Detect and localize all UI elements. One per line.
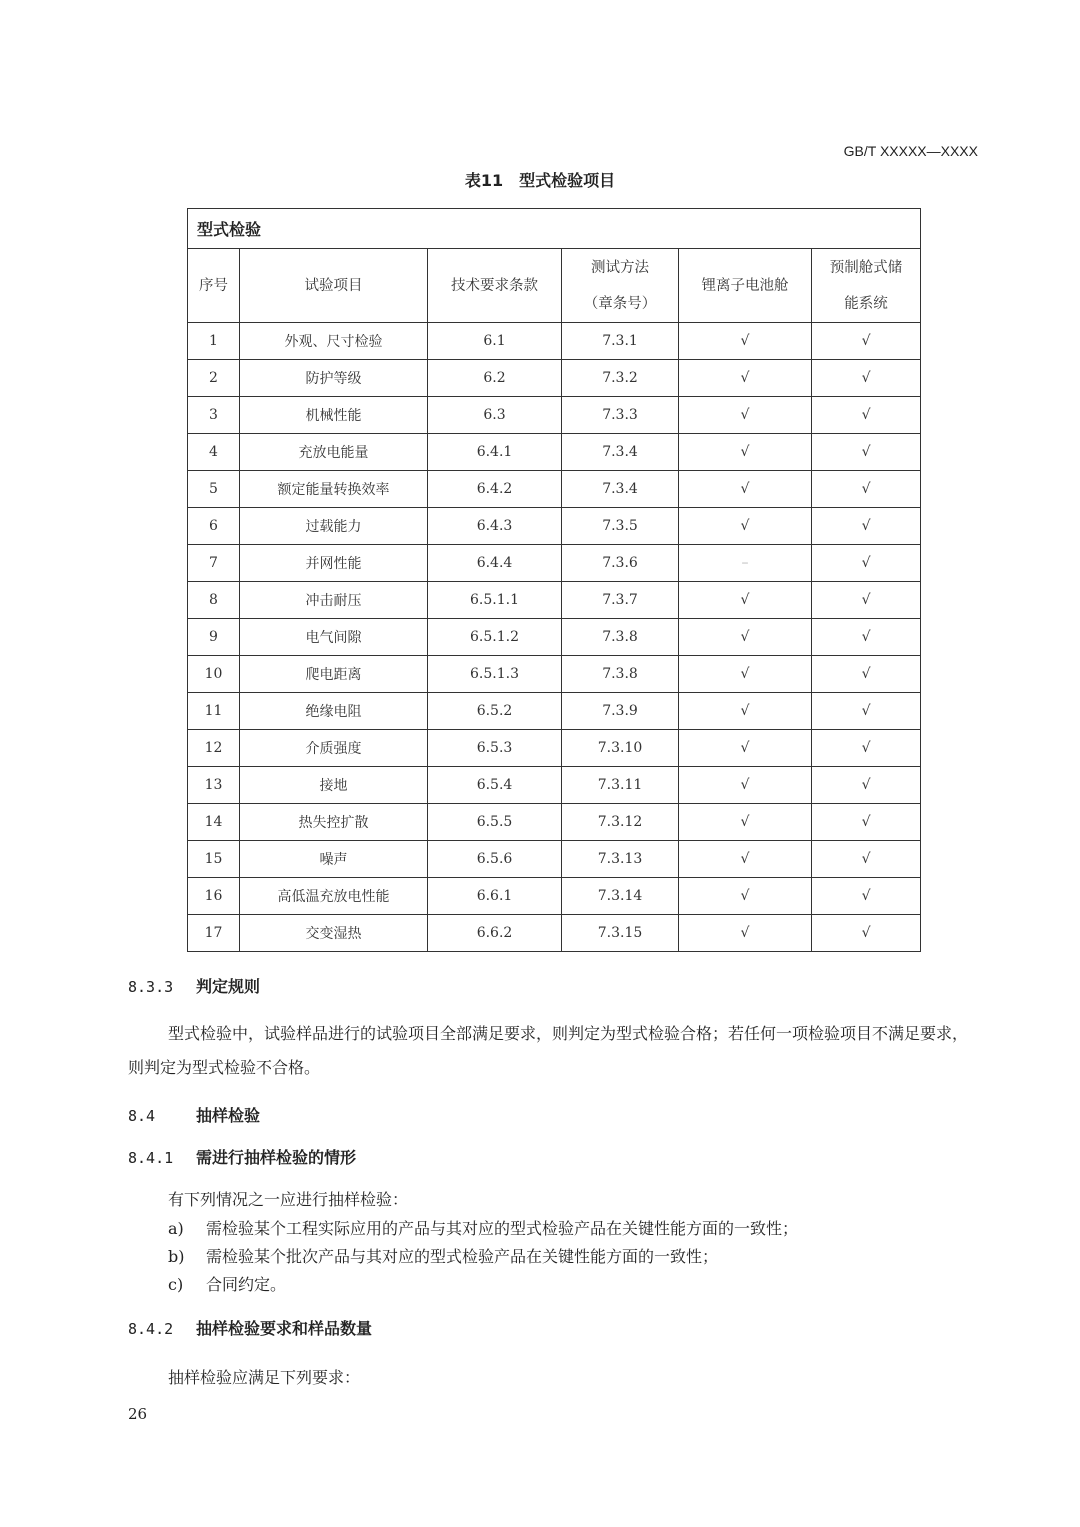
battery-cabin-mark: √ bbox=[679, 841, 812, 878]
requirement-clause: 6.5.5 bbox=[428, 804, 562, 841]
section-title: 抽样检验 bbox=[196, 1106, 261, 1125]
table-header-row bbox=[188, 249, 921, 323]
table-row bbox=[188, 841, 921, 878]
test-item: 爬电距离 bbox=[240, 656, 428, 693]
battery-cabin-mark: √ bbox=[679, 471, 812, 508]
battery-cabin-mark: – bbox=[679, 545, 812, 582]
battery-cabin-mark: √ bbox=[679, 434, 812, 471]
col-header-method bbox=[562, 249, 679, 323]
test-item: 冲击耐压 bbox=[240, 582, 428, 619]
section-title: 需进行抽样检验的情形 bbox=[196, 1148, 357, 1167]
section-number: 8.4.2 bbox=[128, 1320, 174, 1338]
sampling-requirements-intro: 抽样检验应满足下列要求： bbox=[168, 1368, 361, 1387]
prefab-system-mark: √ bbox=[812, 730, 921, 767]
section-heading-8-4 bbox=[128, 1103, 260, 1126]
row-number: 7 bbox=[188, 545, 240, 582]
prefab-system-mark: √ bbox=[812, 656, 921, 693]
judgment-rule-paragraph: 型式检验中，试验样品进行的试验项目全部满足要求，则判定为型式检验合格；若任何一项检验项目不满足要求，则判定为型式检验不合格。 bbox=[128, 1024, 969, 1077]
list-text: 需检验某个工程实际应用的产品与其对应的型式检验产品在关键性能方面的一致性； bbox=[206, 1219, 799, 1238]
list-item-b bbox=[168, 1244, 718, 1267]
list-item-a bbox=[168, 1216, 798, 1239]
requirement-clause: 6.5.1.1 bbox=[428, 582, 562, 619]
battery-cabin-mark: √ bbox=[679, 397, 812, 434]
test-method: 7.3.3 bbox=[562, 397, 679, 434]
table-row bbox=[188, 915, 921, 952]
test-item: 外观、尺寸检验 bbox=[240, 323, 428, 360]
col-header-no: 序号 bbox=[188, 249, 240, 323]
table-caption bbox=[0, 168, 1080, 191]
prefab-system-mark: √ bbox=[812, 545, 921, 582]
battery-cabin-mark: √ bbox=[679, 915, 812, 952]
test-method: 7.3.4 bbox=[562, 471, 679, 508]
row-number: 10 bbox=[188, 656, 240, 693]
col-header-prefab-system bbox=[812, 249, 921, 323]
prefab-system-mark: √ bbox=[812, 878, 921, 915]
test-method: 7.3.1 bbox=[562, 323, 679, 360]
test-item: 机械性能 bbox=[240, 397, 428, 434]
requirement-clause: 6.6.2 bbox=[428, 915, 562, 952]
battery-cabin-mark: √ bbox=[679, 804, 812, 841]
table-row bbox=[188, 434, 921, 471]
row-number: 8 bbox=[188, 582, 240, 619]
section-heading-8-4-1 bbox=[128, 1145, 356, 1168]
test-method: 7.3.15 bbox=[562, 915, 679, 952]
table-row bbox=[188, 582, 921, 619]
row-number: 4 bbox=[188, 434, 240, 471]
col-header-battery-cabin: 锂离子电池舱 bbox=[679, 249, 812, 323]
prefab-system-mark: √ bbox=[812, 619, 921, 656]
list-marker: a) bbox=[168, 1219, 184, 1238]
requirement-clause: 6.5.3 bbox=[428, 730, 562, 767]
list-text: 合同约定。 bbox=[206, 1275, 287, 1294]
prefab-system-mark: √ bbox=[812, 360, 921, 397]
test-item: 介质强度 bbox=[240, 730, 428, 767]
test-method: 7.3.12 bbox=[562, 804, 679, 841]
table-row bbox=[188, 730, 921, 767]
section-title: 判定规则 bbox=[196, 977, 261, 996]
battery-cabin-mark: √ bbox=[679, 508, 812, 545]
col-header-item: 试验项目 bbox=[240, 249, 428, 323]
prefab-system-mark: √ bbox=[812, 693, 921, 730]
table-row bbox=[188, 545, 921, 582]
requirement-clause: 6.4.3 bbox=[428, 508, 562, 545]
battery-cabin-mark: √ bbox=[679, 323, 812, 360]
prefab-system-mark: √ bbox=[812, 508, 921, 545]
row-number: 6 bbox=[188, 508, 240, 545]
test-method: 7.3.14 bbox=[562, 878, 679, 915]
test-item: 并网性能 bbox=[240, 545, 428, 582]
test-item: 绝缘电阻 bbox=[240, 693, 428, 730]
test-item: 交变湿热 bbox=[240, 915, 428, 952]
prefab-system-mark: √ bbox=[812, 841, 921, 878]
row-number: 15 bbox=[188, 841, 240, 878]
table-row bbox=[188, 693, 921, 730]
table-row bbox=[188, 471, 921, 508]
battery-cabin-mark: √ bbox=[679, 619, 812, 656]
requirement-clause: 6.4.4 bbox=[428, 545, 562, 582]
requirement-clause: 6.6.1 bbox=[428, 878, 562, 915]
prefab-system-mark: √ bbox=[812, 397, 921, 434]
requirement-clause: 6.5.6 bbox=[428, 841, 562, 878]
test-method: 7.3.8 bbox=[562, 656, 679, 693]
table-number: 表11 bbox=[464, 171, 504, 190]
row-number: 11 bbox=[188, 693, 240, 730]
list-marker: c) bbox=[168, 1275, 184, 1294]
section-heading-8-4-2 bbox=[128, 1316, 372, 1339]
col-header-method-line1: 测试方法 bbox=[591, 259, 649, 276]
table-row bbox=[188, 656, 921, 693]
test-method: 7.3.11 bbox=[562, 767, 679, 804]
col-header-requirement: 技术要求条款 bbox=[428, 249, 562, 323]
prefab-system-mark: √ bbox=[812, 323, 921, 360]
battery-cabin-mark: √ bbox=[679, 360, 812, 397]
test-method: 7.3.5 bbox=[562, 508, 679, 545]
table-row bbox=[188, 323, 921, 360]
table-row bbox=[188, 508, 921, 545]
test-item: 额定能量转换效率 bbox=[240, 471, 428, 508]
test-method: 7.3.8 bbox=[562, 619, 679, 656]
battery-cabin-mark: √ bbox=[679, 582, 812, 619]
prefab-system-mark: √ bbox=[812, 915, 921, 952]
table-title: 型式检验项目 bbox=[519, 171, 616, 190]
row-number: 17 bbox=[188, 915, 240, 952]
requirement-clause: 6.2 bbox=[428, 360, 562, 397]
battery-cabin-mark: √ bbox=[679, 878, 812, 915]
standard-code: GB/T XXXXX—XXXX bbox=[843, 143, 978, 159]
prefab-system-mark: √ bbox=[812, 434, 921, 471]
table-row bbox=[188, 619, 921, 656]
table-row bbox=[188, 360, 921, 397]
row-number: 5 bbox=[188, 471, 240, 508]
test-item: 噪声 bbox=[240, 841, 428, 878]
requirement-clause: 6.5.4 bbox=[428, 767, 562, 804]
requirement-clause: 6.3 bbox=[428, 397, 562, 434]
test-method: 7.3.6 bbox=[562, 545, 679, 582]
test-item: 充放电能量 bbox=[240, 434, 428, 471]
prefab-system-mark: √ bbox=[812, 804, 921, 841]
page-number: 26 bbox=[128, 1405, 148, 1423]
table-row bbox=[188, 397, 921, 434]
requirement-clause: 6.5.2 bbox=[428, 693, 562, 730]
battery-cabin-mark: √ bbox=[679, 767, 812, 804]
list-marker: b) bbox=[168, 1247, 185, 1266]
battery-cabin-mark: √ bbox=[679, 656, 812, 693]
test-method: 7.3.2 bbox=[562, 360, 679, 397]
prefab-system-mark: √ bbox=[812, 767, 921, 804]
row-number: 12 bbox=[188, 730, 240, 767]
test-item: 防护等级 bbox=[240, 360, 428, 397]
section-number: 8.3.3 bbox=[128, 978, 174, 996]
table-row bbox=[188, 878, 921, 915]
col-header-system-line2: 能系统 bbox=[844, 295, 888, 312]
test-item: 电气间隙 bbox=[240, 619, 428, 656]
test-item: 过载能力 bbox=[240, 508, 428, 545]
row-number: 2 bbox=[188, 360, 240, 397]
prefab-system-mark: √ bbox=[812, 582, 921, 619]
table-group-label: 型式检验 bbox=[188, 209, 921, 249]
test-method: 7.3.4 bbox=[562, 434, 679, 471]
prefab-system-mark: √ bbox=[812, 471, 921, 508]
table-row bbox=[188, 804, 921, 841]
test-item: 接地 bbox=[240, 767, 428, 804]
test-item: 热失控扩散 bbox=[240, 804, 428, 841]
section-number: 8.4 bbox=[128, 1107, 156, 1125]
section-heading-8-3-3 bbox=[128, 974, 260, 997]
test-method: 7.3.10 bbox=[562, 730, 679, 767]
requirement-clause: 6.5.1.2 bbox=[428, 619, 562, 656]
requirement-clause: 6.4.1 bbox=[428, 434, 562, 471]
row-number: 3 bbox=[188, 397, 240, 434]
requirement-clause: 6.5.1.3 bbox=[428, 656, 562, 693]
battery-cabin-mark: √ bbox=[679, 730, 812, 767]
test-method: 7.3.13 bbox=[562, 841, 679, 878]
table-row bbox=[188, 767, 921, 804]
test-method: 7.3.7 bbox=[562, 582, 679, 619]
row-number: 13 bbox=[188, 767, 240, 804]
requirement-clause: 6.1 bbox=[428, 323, 562, 360]
test-item: 高低温充放电性能 bbox=[240, 878, 428, 915]
list-text: 需检验某个批次产品与其对应的型式检验产品在关键性能方面的一致性； bbox=[206, 1247, 719, 1266]
section-title: 抽样检验要求和样品数量 bbox=[196, 1319, 373, 1338]
col-header-system-line1: 预制舱式储 bbox=[829, 259, 903, 276]
row-number: 1 bbox=[188, 323, 240, 360]
type-inspection-table bbox=[187, 208, 921, 952]
col-header-method-line2: （章条号） bbox=[583, 295, 657, 312]
requirement-clause: 6.4.2 bbox=[428, 471, 562, 508]
list-item-c bbox=[168, 1272, 286, 1295]
battery-cabin-mark: √ bbox=[679, 693, 812, 730]
row-number: 14 bbox=[188, 804, 240, 841]
sampling-intro: 有下列情况之一应进行抽样检验： bbox=[168, 1190, 409, 1209]
row-number: 9 bbox=[188, 619, 240, 656]
row-number: 16 bbox=[188, 878, 240, 915]
section-number: 8.4.1 bbox=[128, 1149, 174, 1167]
test-method: 7.3.9 bbox=[562, 693, 679, 730]
